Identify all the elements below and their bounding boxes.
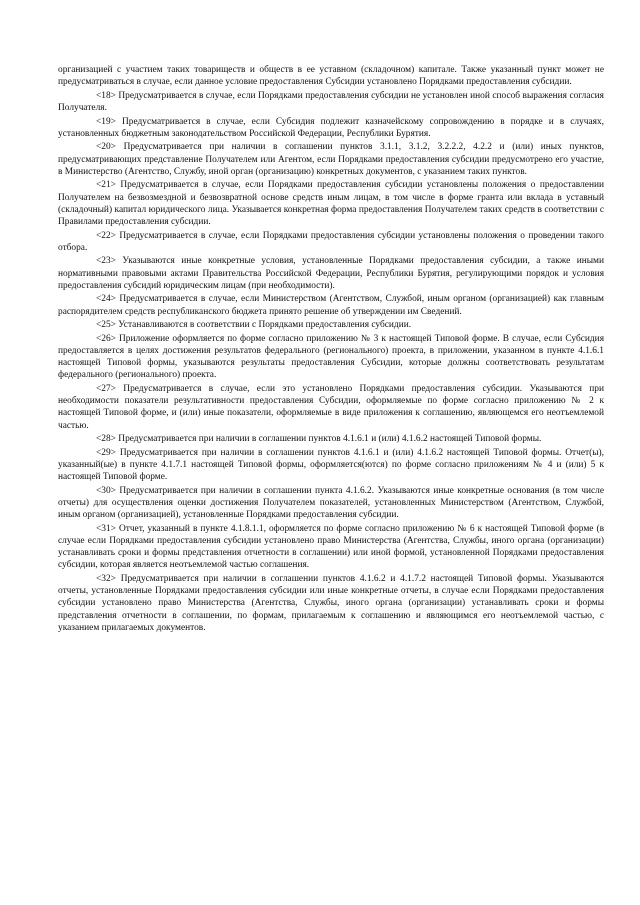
footnote-31: <31> Отчет, указанный в пункте 4.1.8.1.1, оформляется по форме согласно приложению № 6 к настоящей Типовой форме (в случае если Порядками предоставления субсидии установлено право Министерства (Агентства, Службы, иного органа (организации) устанавливать сроки и формы представления отчетности в соглашении) или иной формой, установленной Порядками предоставления субсидии, которая является неотъемлемой частью соглашения. — [58, 523, 604, 571]
footnote-24: <24> Предусматривается в случае, если Министерством (Агентством, Службой, иным органом (организацией) как главным распорядителем средств республиканского бюджета принято решение об утверждении им Сведений. — [58, 294, 604, 317]
footnote-18: <18> Предусматривается в случае, если Порядками предоставления субсидии не установлен иной способ выражения согласия Получателя. — [58, 90, 604, 113]
footnote-25: <25> Устанавливаются в соответствии с Порядками предоставления субсидии. — [96, 320, 412, 331]
footnote-32: <32> Предусматривается при наличии в соглашении пунктов 4.1.6.2 и 4.1.7.2 настоящей Типовой формы. Указываются отчеты, установленные Порядками предоставления субсидии или иные конкретные отчеты, в случае если Порядками предоставления субсидии установлено право Министерства (Агентства, Службы, иного органа (организации) устанавливать сроки и формы представления отчетности в соглашении, по формам, прилагаемым к соглашению и являющимся его неотъемлемой частью, с указанием прилагаемых документов. — [58, 573, 604, 633]
document-page — [58, 64, 604, 635]
footnote-19: <19> Предусматривается в случае, если Субсидия подлежит казначейскому сопровождению в порядке и в случаях, установленных бюджетным законодательством Российской Федерации, Республики Бурятия. — [58, 116, 604, 139]
footnote-23: <23> Указываются иные конкретные условия, установленные Порядками предоставления субсидии, а также иными нормативными правовыми актами Правительства Российской Федерации, Республики Бурятия, регулирующими порядок и условия предоставления субсидий юридическим лицам (при необходимости). — [58, 256, 604, 291]
footnote-27: <27> Предусматривается в случае, если это установлено Порядками предоставления субсидии. Указываются при необходимости показатели результативности предоставления Субсидии, оформляемые по форме согласно приложению № 2 к настоящей Типовой форме, и (или) иные показатели, оформляемые в виде приложения к соглашению, являющемся его неотъемлемой частью. — [58, 383, 604, 431]
paragraph-continuation: организацией с участием таких товариществ и обществ в ее уставном (складочном) капитале. Также указанный пункт может не предусматриваться в случае, если данное условие предоставления Субсидии установлено Порядками предоставления субсидии. — [58, 65, 604, 88]
footnote-30: <30> Предусматривается при наличии в соглашении пункта 4.1.6.2. Указываются иные конкретные основания (в том числе отчеты) для осуществления оценки достижения Получателем показателей, установленных Министерством (Агентством, Службой, иным органом (организацией), установленные Порядками предоставления субсидии. — [58, 485, 604, 521]
footnote-22: <22> Предусматривается в случае, если Порядками предоставления субсидии установлены положения о проведении такого отбора. — [58, 230, 604, 253]
footnote-21: <21> Предусматривается в случае, если Порядками предоставления субсидии установлены положения о предоставлении Получателем на безвозмездной и безвозвратной основе средств иным лицам, в том числе в форме гранта или вклада в уставный (складочный) капитал юридического лица. Указывается конкретная форма предоставления Получателем таких средств в соответствии с Правилами предоставления субсидии. — [58, 180, 604, 227]
footnote-20: <20> Предусматривается при наличии в соглашении пунктов 3.1.1, 3.1.2, 3.2.2.2, 4.2.2 и (или) иных пунктов, предусматривающих представление Получателем или Агентом, если Порядками предоставления субсидии предусмотрено его участие, в Министерство (Агентство, Службу, иной орган (организацию) конкретных документов, с указанием таких пунктов. — [58, 142, 604, 177]
footnote-26: <26> Приложение оформляется по форме согласно приложению № 3 к настоящей Типовой форме. В случае, если Субсидия предоставляется в целях достижения результатов федерального (регионального) проекта, в приложении, указанном в пункте 4.1.6.1 настоящей Типовой формы, указываются результаты предоставления Субсидии, которые должны соответствовать результатам федерального (регионального) проекта. — [58, 333, 604, 381]
footnote-29: <29> Предусматривается при наличии в соглашении пунктов 4.1.6.1 и (или) 4.1.6.2 настоящей Типовой формы. Отчет(ы), указанный(ые) в пункте 4.1.7.1 настоящей Типовой формы, оформляется(ются) по форме согласно приложениям № 4 и (или) 5 к настоящей Типовой форме. — [58, 447, 604, 483]
footnote-28: <28> Предусматривается при наличии в соглашении пунктов 4.1.6.1 и (или) 4.1.6.2 настоящей Типовой формы. — [96, 434, 542, 445]
